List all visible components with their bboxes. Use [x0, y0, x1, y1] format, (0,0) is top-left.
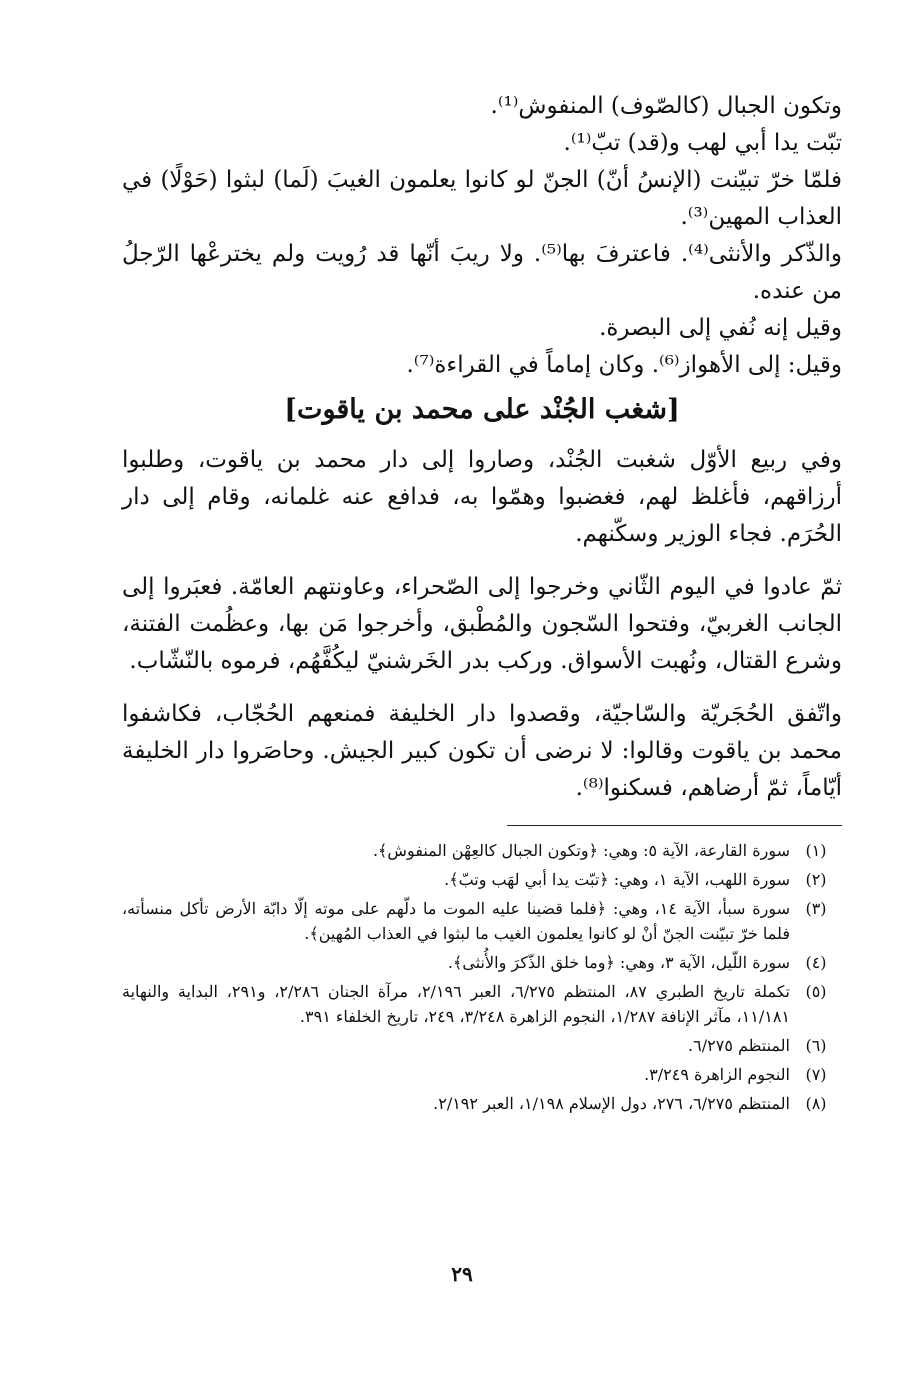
- paragraph: وفي ربيع الأوّل شغبت الجُنْد، وصاروا إلى دار محمد بن ياقوت، وطلبوا أرزاقهم، فأغلظ لهم، فغضبوا وهمّوا به، فدافع عنه غلمانه، وقام إلى دار الحُرَم. فجاء الوزير وسكّنهم.: [122, 447, 842, 547]
- text-line: وقيل: إلى الأهواز⁽⁶⁾. وكان إماماً في القراءة⁽⁷⁾.: [406, 352, 842, 378]
- footnotes: [122, 838, 842, 1116]
- footnote: [122, 838, 842, 863]
- paragraph: واتّفق الحُجَريّة والسّاجيّة، وقصدوا دار الخليفة فمنعهم الحُجّاب، فكاشفوا محمد بن ياقوت وقالوا: لا نرضى أن تكون كبير الجيش. وحاصَروا دار الخليفة أيّاماً، ثمّ أرضاهم، فسكنوا⁽⁸⁾.: [122, 701, 842, 801]
- footnote-text: سورة سبأ، الآية ١٤، وهي: ﴿فلما قضينا عليه الموت ما دلّهم على موته إلّا دابّة الأرض تأكل منسأته، فلما خرّ تبيّنت الجنّ أنْ لو كانوا يعلمون الغيب ما لبثوا في العذاب المُهين﴾.: [122, 899, 790, 943]
- footnote-text: المنتظم ٦/٢٧٥.: [688, 1036, 790, 1055]
- verse-line: تبّت يدا أبي لهب و(قد) تبّ⁽¹⁾.: [563, 130, 842, 156]
- verse-line: والذّكر والأنثى⁽⁴⁾. فاعترفَ بها⁽⁵⁾. ولا ريبَ أنّها قد رُويت ولم يخترعْها الرّجلُ من عنده.: [122, 241, 843, 304]
- paragraph: ثمّ عادوا في اليوم الثّاني وخرجوا إلى الصّحراء، وعاونتهم العامّة. فعبَروا إلى الجانب الغربيّ، وفتحوا السّجون والمُطْبق، وأخرجوا مَن بها، وعظُمت الفتنة، وشرع القتال، ونُهبت الأسواق. وركب بدر الخَرشنيّ ليكُفَّهُم، فرموه بالنّشّاب.: [122, 574, 842, 674]
- footnote: [122, 950, 842, 975]
- footnote-text: النجوم الزاهرة ٣/٢٤٩.: [644, 1065, 790, 1084]
- main-text-after-heading: [122, 442, 842, 807]
- footnote-number: (١): [805, 841, 827, 860]
- footnote-number: (٢): [805, 870, 827, 889]
- verse-line: فلمّا خرّ تبيّنت (الإنسُ أنّ) الجنّ لو كانوا يعلمون الغيبَ (لَما) لبثوا (حَوْلًا) في العذاب المهين⁽³⁾.: [122, 167, 842, 230]
- footnote-number: (٣): [805, 899, 827, 918]
- footnote-text: تكملة تاريخ الطبري ٨٧، المنتظم ٦/٢٧٥، العبر ٢/١٩٦، مرآة الجنان ٢/٢٨٦، و٢٩١، البداية والنهاية ١١/١٨١، مآثر الإنافة ١/٢٨٧، النجوم الزاهرة ٣/٢٤٨، ٢٤٩، تاريخ الخلفاء ٣٩١.: [122, 982, 791, 1026]
- footnote-number: (٦): [805, 1036, 827, 1055]
- footnote: [122, 1062, 842, 1087]
- paragraph-gap: [122, 680, 842, 696]
- footnote-text: سورة القارعة، الآية ٥: وهي: ﴿وتكون الجبال كالعِهْن المنفوش﴾.: [372, 841, 790, 860]
- section-heading: [شغب الجُنْد على محمد بن ياقوت]: [284, 394, 680, 425]
- verse-line: وتكون الجبال (كالصّوف) المنفوش⁽¹⁾.: [490, 93, 842, 119]
- footnote-number: (٧): [805, 1065, 827, 1084]
- footnote-text: سورة اللهب، الآية ١، وهي: ﴿تبّت يدا أبي لهَب وتبّ﴾.: [444, 870, 790, 889]
- footnote-text: المنتظم ٦/٢٧٥، ٢٧٦، دول الإسلام ١/١٩٨، العبر ٢/١٩٢.: [433, 1094, 790, 1113]
- text-line: وقيل إنه نُفي إلى البصرة.: [599, 315, 842, 341]
- footnote: [122, 896, 842, 946]
- page-number: ٢٩: [451, 1262, 473, 1286]
- footnote-divider: [507, 825, 842, 826]
- main-text-before-heading: [122, 88, 842, 384]
- paragraph-gap: [122, 553, 842, 569]
- footnote-number: (٤): [805, 953, 827, 972]
- footnote: [122, 979, 842, 1029]
- footnote-number: (٨): [805, 1094, 827, 1113]
- footnote: [122, 867, 842, 892]
- footnote-number: (٥): [805, 982, 827, 1001]
- footnote-text: سورة اللّيل، الآية ٣، وهي: ﴿وما خلق الذّكرَ والأُنثى﴾.: [447, 953, 790, 972]
- footnote: [122, 1091, 842, 1116]
- footnote: [122, 1033, 842, 1058]
